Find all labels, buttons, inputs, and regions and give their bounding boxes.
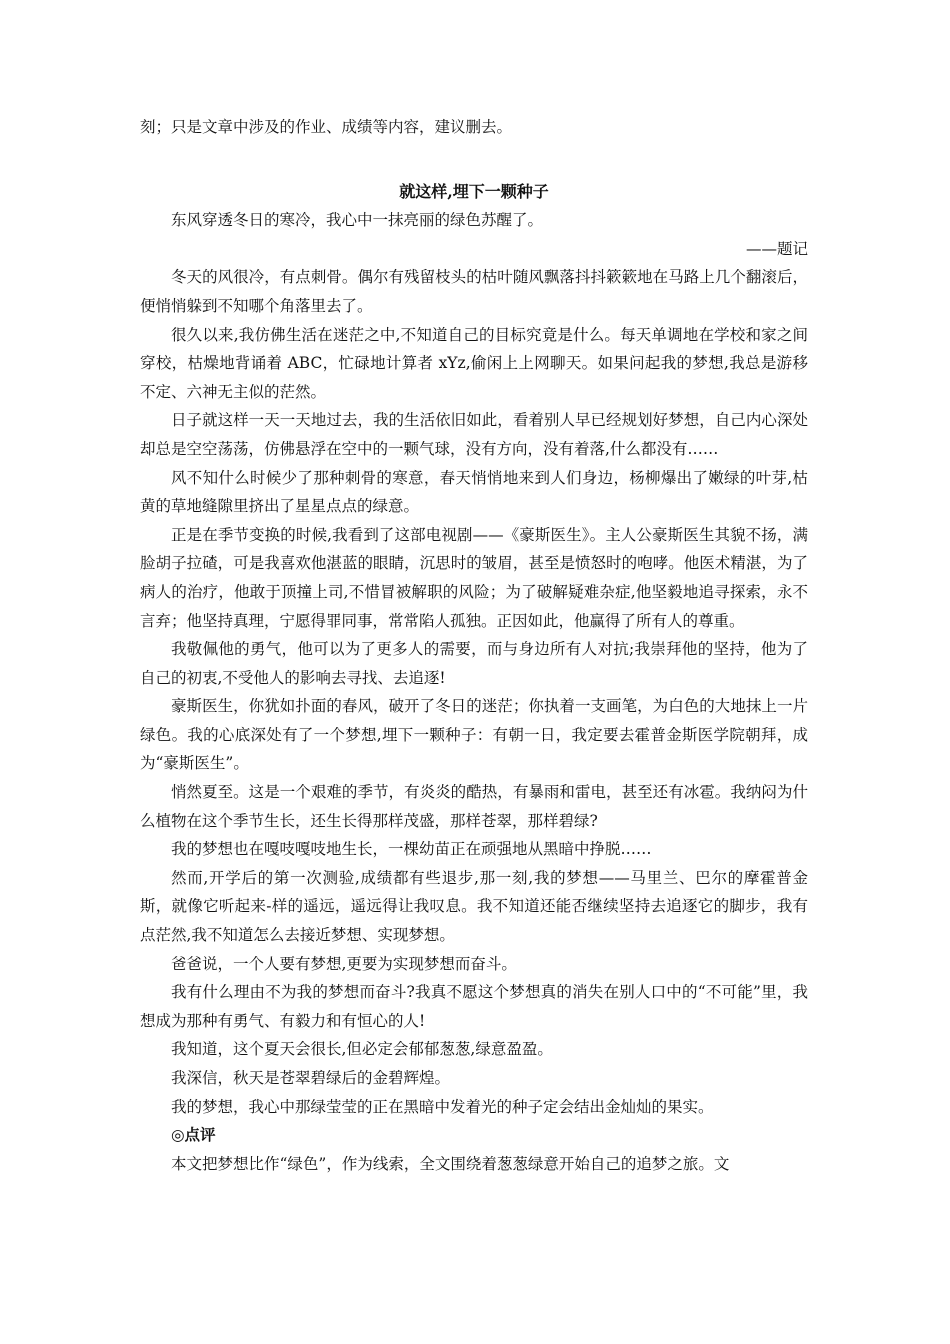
- essay-paragraph-14: 我深信，秋天是苍翠碧绿后的金碧辉煌。: [171, 1069, 451, 1087]
- essay-paragraph-13: 我知道，这个夏天会很长,但必定会郁郁葱葱,绿意盈盈。: [171, 1040, 553, 1059]
- epigraph-signature: ——题记: [745, 239, 808, 258]
- essay-paragraph-2: 很久以来,我仿佛生活在迷茫之中,不知道自己的目标究竟是什么。每天单调地在学校和家之间穿校，枯燥地背诵着 ABC，忙碌地计算者 xYz,偷闲上上网聊天。如果问起我的梦想,我总是游移不定、六神无主似的茫然。: [140, 325, 808, 401]
- essay-paragraph-10: 然而,开学后的第一次测验,成绩都有些退步,那一刻,我的梦想——马里兰、巴尔的摩霍普金斯，就像它听起来-样的遥远，遥远得让我叹息。我不知道还能否继续坚持去追逐它的脚步，我有点茫然,我不知道怎么去接近梦想、实现梦想。: [140, 868, 808, 945]
- essay-paragraph-8: 悄然夏至。这是一个艰难的季节，有炎炎的酷热，有暴雨和雷电，甚至还有冰雹。我纳闷为什么植物在这个季节生长，还生长得那样茂盛，那样苍翠，那样碧绿?: [140, 783, 808, 830]
- comment-text: 本文把梦想比作“绿色”，作为线索，全文围绕着葱葱绿意开始自己的追梦之旅。文: [171, 1154, 730, 1173]
- essay-paragraph-11: 爸爸说，一个人要有梦想,更要为实现梦想而奋斗。: [171, 954, 517, 973]
- comment-heading: ◎点评: [171, 1125, 216, 1145]
- essay-paragraph-4: 风不知什么时候少了那种刺骨的寒意，春天悄悄地来到人们身边，杨柳爆出了嫩绿的叶芽,枯黄的草地缝隙里挤出了星星点点的绿意。: [140, 468, 808, 516]
- essay-paragraph-7: 豪斯医生，你犹如扑面的春风，破开了冬日的迷茫；你执着一支画笔，为白色的大地抹上一片绿色。我的心底深处有了一个梦想,埋下一颗种子：有朝一日，我定要去霍普金斯医学院朝拜，成为“豪斯医生”。: [140, 697, 808, 773]
- essay-paragraph-12: 我有什么理由不为我的梦想而奋斗?我真不愿这个梦想真的消失在别人口中的“不可能”里，我想成为那种有勇气、有毅力和有恒心的人!: [140, 983, 808, 1030]
- essay-paragraph-6: 我敬佩他的勇气，他可以为了更多人的需要，而与身边所有人对抗;我崇拜他的坚持，他为了自己的初衷,不受他人的影响去寻找、去追逐!: [140, 640, 808, 687]
- essay-title: 就这样,埋下一颗种子: [399, 181, 549, 201]
- essay-paragraph-5: 正是在季节变换的时候,我看到了这部电视剧——《豪斯医生》。主人公豪斯医生其貌不扬，满脸胡子拉碴，可是我喜欢他湛蓝的眼睛，沉思时的皱眉，甚至是愤怒时的咆哮。他医术精湛，为了病人的治疗，他敢于顶撞上司,不惜冒被解职的风险；为了破解疑难杂症,他坚毅地追寻探索，永不言弃；他坚持真理，宁愿得罪同事，常常陷人孤独。正因如此，他赢得了所有人的尊重。: [140, 525, 808, 630]
- previous-section-ending: 刻；只是文章中涉及的作业、成绩等内容，建议删去。: [140, 118, 513, 136]
- epigraph: 东风穿透冬日的寒冷，我心中一抹亮丽的绿色苏醒了。: [171, 211, 544, 230]
- essay-paragraph-15: 我的梦想，我心中那绿莹莹的正在黑暗中发着光的种子定会结出金灿灿的果实。: [171, 1097, 714, 1116]
- essay-paragraph-1: 冬天的风很冷，有点刺骨。偶尔有残留枝头的枯叶随风飘落抖抖簌簌地在马路上几个翻滚后，便悄悄躲到不知哪个角落里去了。: [140, 268, 808, 315]
- essay-paragraph-9: 我的梦想也在嘎吱嘎吱地生长，一棵幼苗正在顽强地从黑暗中挣脱……: [171, 840, 652, 859]
- document-body: [140, 113, 808, 1178]
- essay-paragraph-3: 日子就这样一天一天地过去，我的生活依旧如此，看着别人早已经规划好梦想，自己内心深处却总是空空荡荡，仿佛悬浮在空中的一颗气球，没有方向，没有着落,什么都没有……: [140, 411, 808, 458]
